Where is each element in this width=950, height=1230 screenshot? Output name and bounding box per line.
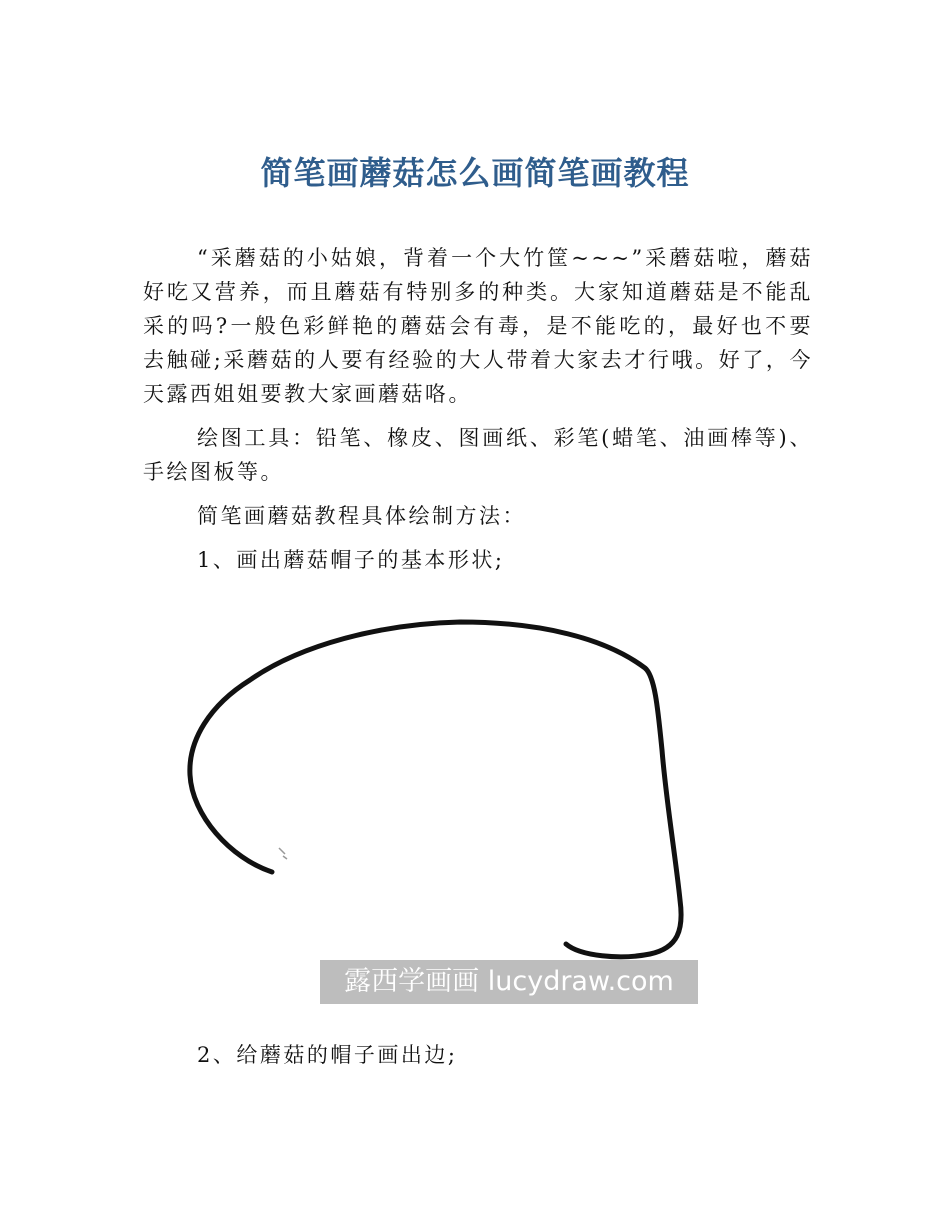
- article-body: [143, 241, 813, 587]
- intro-paragraph: “采蘑菇的小姑娘，背着一个大竹筐~~~”采蘑菇啦，蘑菇好吃又营养，而且蘑菇有特别多的种类。大家知道蘑菇是不能乱采的吗?一般色彩鲜艳的蘑菇会有毒，是不能吃的，最好也不要去触碰;采蘑菇的人要有经验的大人带着大家去才行哦。好了，今天露西姐姐要教大家画蘑菇咯。: [143, 246, 813, 406]
- tools-paragraph: 绘图工具：铅笔、橡皮、图画纸、彩笔(蜡笔、油画棒等)、手绘图板等。: [143, 426, 813, 484]
- watermark-label: 露西学画画 lucydraw.com: [320, 960, 698, 1004]
- step-1-text: 1、画出蘑菇帽子的基本形状;: [197, 548, 505, 572]
- step-2-text: 2、给蘑菇的帽子画出边;: [197, 1043, 458, 1067]
- method-heading: 简笔画蘑菇教程具体绘制方法：: [197, 504, 526, 528]
- step-1-illustration: [150, 600, 716, 1018]
- page-title: 简笔画蘑菇怎么画简笔画教程: [260, 154, 690, 192]
- mushroom-cap-stroke: [190, 622, 681, 957]
- mushroom-cap-outline-drawing: [150, 600, 716, 1018]
- pencil-mark: [279, 848, 287, 859]
